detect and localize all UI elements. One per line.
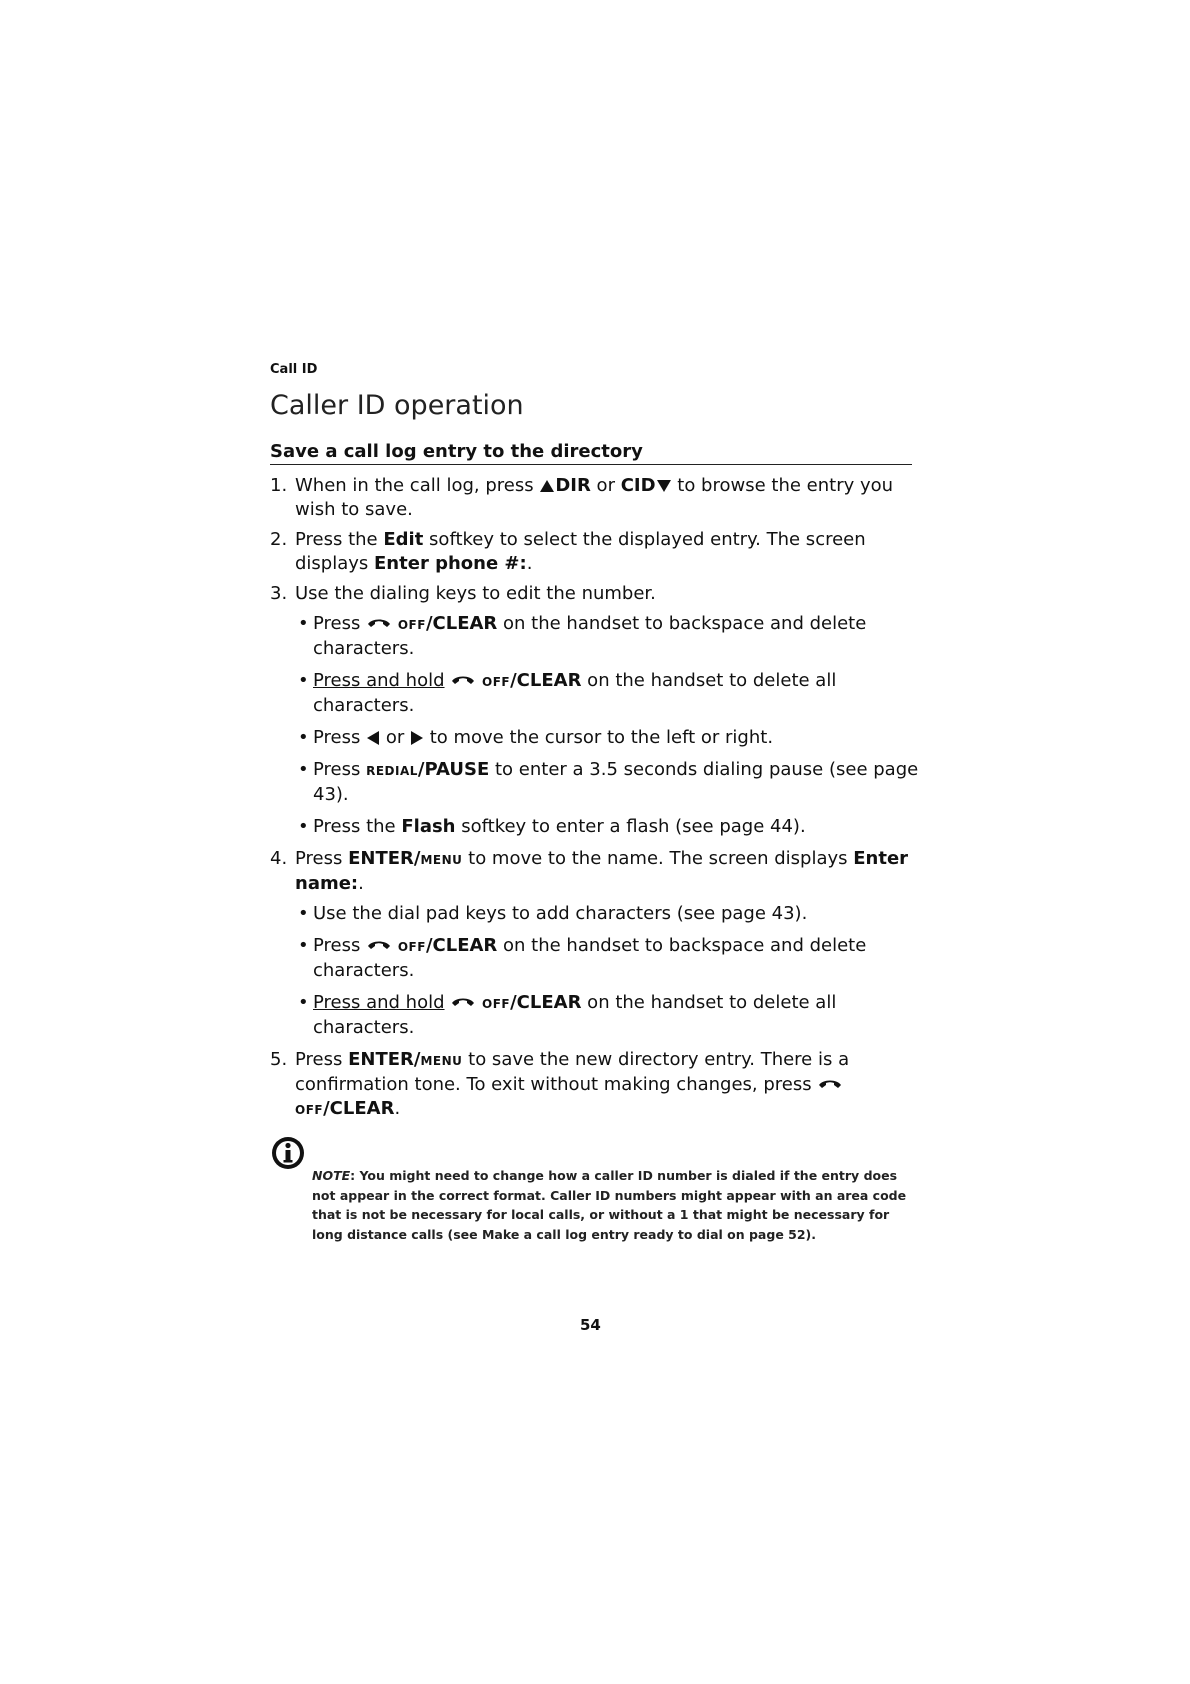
phone-off-icon <box>366 618 392 630</box>
step-number: 4. <box>270 848 288 869</box>
step-5: 5. Press ENTER/MENU to save the new directory entry. There is a confirmation tone. To exit without making changes, press OFF/CLEAR. <box>270 1049 850 1119</box>
step-3: 3. Use the dialing keys to edit the number. <box>270 583 656 604</box>
up-arrow-icon <box>539 479 555 493</box>
phone-off-icon <box>366 940 392 952</box>
page-title: Caller ID operation <box>270 390 524 421</box>
subheading: Save a call log entry to the directory <box>270 441 912 465</box>
phone-off-icon <box>817 1079 843 1091</box>
step-number: 3. <box>270 583 288 604</box>
step-3-bullets <box>270 612 920 839</box>
step-1: 1. When in the call log, press DIR or CID to browse the entry you wish to save. <box>270 475 894 520</box>
step-4: 4. Press ENTER/MENU to move to the name. The screen displays Enter name:. <box>270 848 909 894</box>
down-arrow-icon <box>656 479 672 493</box>
list-item: • Press the Flash softkey to enter a flash (see page 44). <box>298 816 806 837</box>
page-number: 54 <box>580 1316 601 1334</box>
list-item: • Use the dial pad keys to add characters (see page 43). <box>298 903 808 924</box>
step-4-bullets <box>270 902 920 1040</box>
left-arrow-icon <box>366 730 380 746</box>
section-label: Call ID <box>270 362 318 377</box>
list-item: • Press OFF/CLEAR on the handset to backspace and delete characters. <box>298 935 867 981</box>
list-item: • Press and hold OFF/CLEAR on the handset to delete all characters. <box>298 992 837 1038</box>
instructions <box>270 474 920 1128</box>
phone-off-icon <box>450 675 476 687</box>
info-icon <box>270 1135 306 1171</box>
list-item: • Press REDIAL/PAUSE to enter a 3.5 seconds dialing pause (see page 43). <box>298 759 919 805</box>
phone-off-icon <box>450 997 476 1009</box>
step-2: 2. Press the Edit softkey to select the displayed entry. The screen displays Enter phone #:. <box>270 529 866 574</box>
step-number: 2. <box>270 529 288 550</box>
list-item: • Press OFF/CLEAR on the handset to backspace and delete characters. <box>298 613 867 659</box>
note-text: NOTE: You might need to change how a caller ID number is dialed if the entry does not appear in the correct format. Caller ID numbers might appear with an area code that is not be necessary for local calls, or without a 1 that might be necessary for long distance calls (see Make a call log entry ready to dial on page 52). <box>312 1168 907 1242</box>
list-item: • Press or to move the cursor to the left or right. <box>298 727 774 748</box>
step-number: 1. <box>270 475 288 496</box>
list-item: • Press and hold OFF/CLEAR on the handset to delete all characters. <box>298 670 837 716</box>
step-number: 5. <box>270 1049 288 1070</box>
right-arrow-icon <box>410 730 424 746</box>
